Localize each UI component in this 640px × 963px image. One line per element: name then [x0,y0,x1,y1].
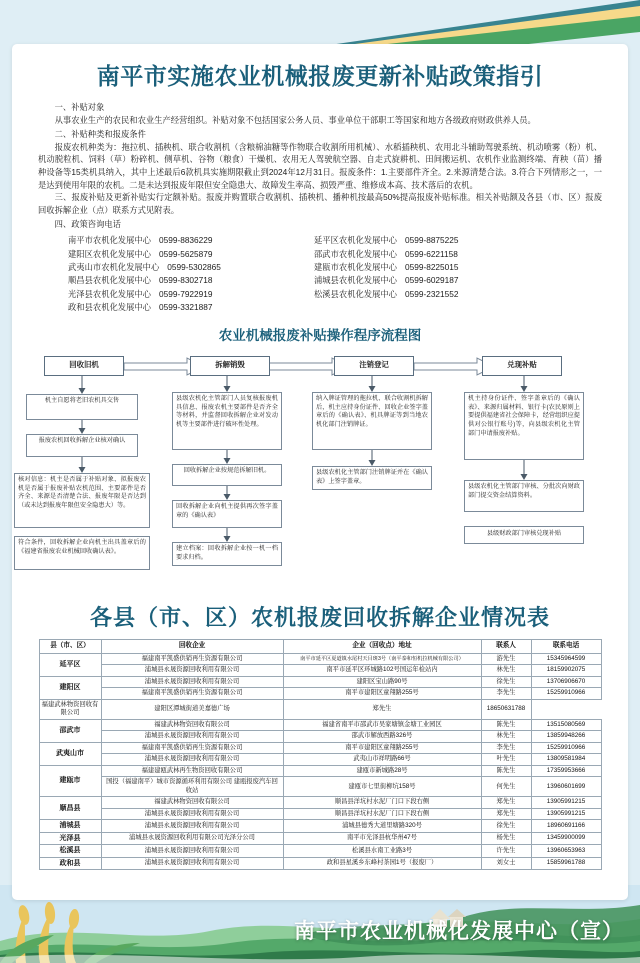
table-cell-region: 建阳区 [39,676,101,699]
flow-node-c4n2: 县级农机化主管部门审核、分批次向财政部门提交资金结算资料。 [464,480,584,512]
flow-node-c3n2: 县级农机化主管部门注销牌证并在《确认表》上签字盖章。 [312,466,432,490]
table-cell-enterprise: 浦城县永晟资源回收利用有限公司 [101,857,283,869]
flow-stage-1 [44,356,124,376]
table-row [39,754,601,766]
table-cell-enterprise: 福建南平凯盛供销再生资源有限公司 [101,653,283,665]
contact-office-name: 武夷山市农机化发展中心 [68,261,160,272]
table-cell-region: 建瓯市 [39,765,101,796]
table-cell-region: 邵武市 [39,719,101,742]
table-cell-phone: 13515080569 [531,719,601,731]
flow-node-c4n1: 机主持身份证件、签字盖章后的《确认表》、来源归属材料、银行卡(农民原则上要提供福建省社会保障卡，经营组织应提供对公银行账号)等，向县级农机化主管部门申请报废补贴。 [464,392,584,460]
contact-office-name: 浦城县农机化发展中心 [314,275,397,286]
contact-office-name: 建瓯市农机化发展中心 [314,261,397,272]
section-2-text: 报废农机种类为：拖拉机、插秧机、联合收割机（含粮棉油糖等作物联合收割所用机械）、水稻插秧机、农用北斗辅助驾驶系统、机动喷雾（粉）机、机动脱粒机、饲料（草）粉碎机、侧草机、谷物（粮食）干燥机、农用无人驾驶航空器、自走式旋耕机、田间搬运机、农机作业监测终端、育秧（苗）播种设备等15类机具纳入，其中上述最后6款机具实施期限截止到2024年12月31日。报废条件：1.主要部件齐全。2.来源清楚合法。3.符合下列情形之一，一是达到使用年限的农机。二是未达到报废年限但安全隐患大、故障发生率高、损毁严重、维修成本高、技术落后的农机。 [38,141,602,190]
table-header-person: 联系人 [481,639,531,653]
contact-entry [300,288,546,301]
flow-stage-4 [482,356,562,376]
table-cell-enterprise: 福建南平凯盛供销再生资源有限公司 [101,688,283,700]
table-cell-region: 光泽县 [39,832,101,844]
table-cell-contact-person: 李先生 [481,742,531,754]
contact-phone-number: 0599-8836229 [158,235,213,246]
flow-stage-4-label: 兑现补贴 [507,360,537,370]
contact-row [38,288,602,301]
table-cell-contact-person: 何先生 [481,777,531,797]
table-cell-contact-person: 许先生 [481,845,531,857]
table-cell-address: 建瓯市新城路28号 [283,765,481,777]
flowchart-title: 农业机械报废补贴操作程序流程图 [218,327,422,344]
table-row [39,797,601,809]
table-cell-phone: 13809581984 [531,754,601,766]
flow-node-c2n3: 回收拆解企业向机主提供再次签字盖章的《确认表》 [172,500,282,528]
flow-stage-3-label: 注销登记 [359,360,389,370]
table-cell-enterprise: 福建武林物资回收有限公司 [101,719,283,731]
table-cell-address: 福建省南平市邵武市吴家塘镇金塘工业园区 [283,719,481,731]
contact-office-name: 松溪县农机化发展中心 [314,288,397,299]
flow-node-c2n4: 建立档案：回收拆解企业按一机一档要求归档。 [172,542,282,566]
table-cell-contact-person: 叶先生 [481,754,531,766]
table-cell-phone: 13960601699 [531,777,601,797]
table-cell-phone: 13905991215 [531,797,601,809]
contact-phone-number: 0599-8302718 [158,275,213,286]
section-1-text: 从事农业生产的农民和农业生产经营组织。补贴对象不包括国家公务人员、事业单位干部职工等国家和地方各级政府财政供养人员。 [54,114,536,125]
table-cell-enterprise: 福建武林物资回收有限公司 [101,797,283,809]
table-row [39,742,601,754]
table-row [39,808,601,820]
contact-office-name: 建阳区农机化发展中心 [68,248,151,259]
contact-entry [38,234,300,247]
table-row [39,777,601,797]
contact-row [38,248,602,261]
contact-entry [300,248,546,261]
table-row [39,676,601,688]
contact-phone-number: 0599-6029187 [404,275,459,286]
contact-entry [38,261,300,274]
table-cell-address: 建阳区宝山路90号 [283,676,481,688]
table-cell-phone: 15259910966 [531,742,601,754]
contact-entry [38,248,300,261]
table-cell-enterprise: 浦城县永晟资源回收利用有限公司 [101,731,283,743]
table-row [39,699,601,719]
section-1-heading: 一、补贴对象 [54,102,105,112]
flow-stage-1-label: 回收旧机 [69,360,99,370]
table-cell-phone: 13960653963 [531,845,601,857]
contact-office-name: 延平区农机化发展中心 [314,235,397,246]
contact-office-name: 顺昌县农机化发展中心 [68,275,151,286]
table-cell-phone: 13459900099 [531,832,601,844]
table-cell-phone: 15259910966 [531,688,601,700]
flow-node-c2n1: 县级农机化主管部门人员复核报废机具信息、报废农机主要部件是否齐全等材料，并监督回收拆解企业对发动机等主要部件进行破坏性处理。 [172,392,282,450]
table-cell-address: 邵武市解放西路326号 [283,731,481,743]
table-cell-region: 顺昌县 [39,797,101,820]
table-cell-region: 延平区 [39,653,101,676]
table-cell-enterprise: 福建南平凯盛供销再生资源有限公司 [101,742,283,754]
contact-phone-number: 0599-3321887 [158,302,213,313]
flow-stage-2 [190,356,270,376]
table-cell-address: 南平市建阳区童翔路255号 [283,742,481,754]
table-cell-enterprise: 福建武林物资回收有限公司 [39,699,101,719]
table-cell-enterprise: 福建建瓯武林再生物资回收有限公司 [101,765,283,777]
table-cell-contact-person: 徐先生 [481,820,531,832]
table-cell-contact-person: 杨先生 [481,832,531,844]
table-cell-enterprise: 浦城县永晟资源回收利用有限公司 [101,845,283,857]
flow-node-c3n1: 纳入牌证管理的拖拉机、联合收割机拆解后，机主应持身份证件、回收企业签字盖章后的《确认表》、机具牌证等到当地农机化部门注销牌证。 [312,392,432,450]
poster-content-card [12,44,628,900]
contact-phone-number: 0599-8225015 [404,261,459,272]
table-row [39,765,601,777]
flow-node-c4n3: 县级财政部门审核兑现补贴 [464,526,584,544]
table-row [39,665,601,677]
table-cell-phone: 18159902075 [531,665,601,677]
table-header-region: 县（市、区） [39,639,101,653]
footer-organization: 南平市农业机械化发展中心（宣） [294,920,624,943]
contact-office-name: 南平市农机化发展中心 [68,235,151,246]
table-cell-contact-person: 陈先生 [481,719,531,731]
table-cell-contact-person: 陈先生 [481,765,531,777]
table-header-enterprise: 回收企业 [101,639,283,653]
contact-entry [38,301,300,314]
table-cell-contact-person: 郑先生 [481,797,531,809]
enterprise-table [39,639,602,870]
table-cell-enterprise: 浦城县永晟资源回收利用有限公司光泽分公司 [101,832,283,844]
table-cell-contact-person: 郑先生 [283,699,481,719]
table-row [39,845,601,857]
contact-entry [300,301,546,314]
flow-stage-3 [334,356,414,376]
contact-entry [38,274,300,287]
flow-node-c1n3: 核对信息：机主是否属于补贴对象、拟报废农机是否属于报废补贴农机范围、主要部件是否齐全、来源是否清楚合法、报废年限是否达到（或未达到报废年限但安全隐患大）等。 [14,473,150,528]
flowchart [12,350,628,597]
contact-entry [300,234,546,247]
section-3-text: 三、报废补贴及更新补贴实行定额补贴。报废并购置联合收割机、插秧机、播种机按最高50%提高报废补贴标准。相关补贴额及各县（市、区）报废回收拆解企业（点）联系方式见附表。 [38,192,602,215]
table-row [39,731,601,743]
flow-node-c1n2: 报废农机回收拆解企业核对确认 [26,434,138,457]
table-row [39,653,601,665]
table-row [39,719,601,731]
contact-entry [38,288,300,301]
table-cell-enterprise: 浦城县永晟资源回收利用有限公司 [101,808,283,820]
table-cell-phone: 13859948266 [531,731,601,743]
table-cell-contact-person: 郑先生 [481,808,531,820]
contact-row [38,274,602,287]
table-cell-address: 南平市光泽县杭华州47号 [283,832,481,844]
table-row [39,820,601,832]
table-cell-address: 南平市延平区环城路102号国运年检站内 [283,665,481,677]
section-4-heading: 四、政策咨询电话 [54,219,121,230]
table-cell-phone: 13905991215 [531,808,601,820]
flow-node-c1n4: 符合条件，回收拆解企业向机主出具盖章后的《福建省报废农业机械回收确认表》。 [14,536,150,570]
table-cell-address: 南平市建阳区童翔路255号 [283,688,481,700]
table-header-address: 企业（回收点）地址 [283,639,481,653]
contact-office-name: 政和县农机化发展中心 [68,302,151,313]
table-cell-contact-person: 林先生 [481,665,531,677]
table-cell-address: 顺昌县洋坑村水泥厂门口下段右侧 [283,808,481,820]
table-cell-enterprise: 国投（福建南平）城市资源循环利用有限公司 建瓯报废汽车回收站 [101,777,283,797]
table-cell-region: 浦城县 [39,820,101,832]
table-cell-region: 武夷山市 [39,742,101,765]
contact-office-name: 光泽县农机化发展中心 [68,288,151,299]
contact-entry [300,274,546,287]
consultation-phone-list [38,231,602,315]
table-cell-address: 顺昌县洋坑村水泥厂门口下段右侧 [283,797,481,809]
table-cell-enterprise: 浦城县永晟资源回收利用有限公司 [101,676,283,688]
table-cell-address: 建瓯市七里街柳坑158号 [283,777,481,797]
table-row [39,832,601,844]
table-cell-contact-person: 刘女士 [481,857,531,869]
table-cell-address: 武夷山市祥明路66号 [283,754,481,766]
contact-row [38,301,602,314]
contact-phone-number: 0599-7922919 [158,288,213,299]
contact-phone-number: 0599-5302865 [167,261,221,272]
table-cell-address: 南平市延平区夏道镇水尾村天目斑3号（南平泰和恒机拉机械有限公司） [283,653,481,665]
flow-stage-2-label: 拆解销毁 [215,360,245,370]
table-cell-phone: 18650631788 [481,699,531,719]
page-title: 南平市实施农业机械报废更新补贴政策指引 [96,64,544,90]
table-cell-contact-person: 林先生 [481,731,531,743]
policy-body [12,101,628,315]
table-cell-enterprise: 浦城县永晟资源回收利用有限公司 [101,754,283,766]
table-cell-contact-person: 徐先生 [481,676,531,688]
enterprise-table-title: 各县（市、区）农机报废回收拆解企业情况表 [89,605,550,631]
table-cell-enterprise: 浦城县永晟资源回收利用有限公司 [101,665,283,677]
contact-phone-number: 0599-8875225 [404,235,459,246]
table-cell-address: 政和县星溪乡东峰村茶园1号（报废厂） [283,857,481,869]
table-cell-region: 政和县 [39,857,101,869]
table-cell-address: 建阳区潭城街道美嘉德广场 [101,699,283,719]
contact-phone-number: 0599-5625879 [158,248,213,259]
contact-row [38,234,602,247]
table-header-row [39,639,601,653]
flow-node-c2n2: 回收拆解企业按规范拆解旧机。 [172,464,282,486]
table-cell-contact-person: 李先生 [481,688,531,700]
table-cell-phone: 13706906670 [531,676,601,688]
section-2-heading: 二、补贴种类和报废条件 [54,129,146,140]
table-cell-contact-person: 游先生 [481,653,531,665]
flow-node-c1n1: 机主自愿将老旧农机具交售 [26,394,138,420]
table-cell-phone: 17359953666 [531,765,601,777]
table-cell-phone: 15345964599 [531,653,601,665]
table-cell-phone: 15859961788 [531,857,601,869]
table-cell-address: 浦城县德秀大道里塘路320号 [283,820,481,832]
contact-phone-number: 0599-6221158 [404,248,458,259]
contact-phone-number: 0599-2321552 [404,288,459,299]
table-cell-phone: 18960691166 [531,820,601,832]
table-header-phone: 联系电话 [531,639,601,653]
table-cell-enterprise: 浦城县永晟资源回收利用有限公司 [101,820,283,832]
contact-row [38,261,602,274]
contact-office-name: 邵武市农机化发展中心 [314,248,397,259]
table-cell-region: 松溪县 [39,845,101,857]
table-row [39,688,601,700]
table-row [39,857,601,869]
table-cell-address: 松溪县水南工业路3号 [283,845,481,857]
contact-entry [300,261,546,274]
